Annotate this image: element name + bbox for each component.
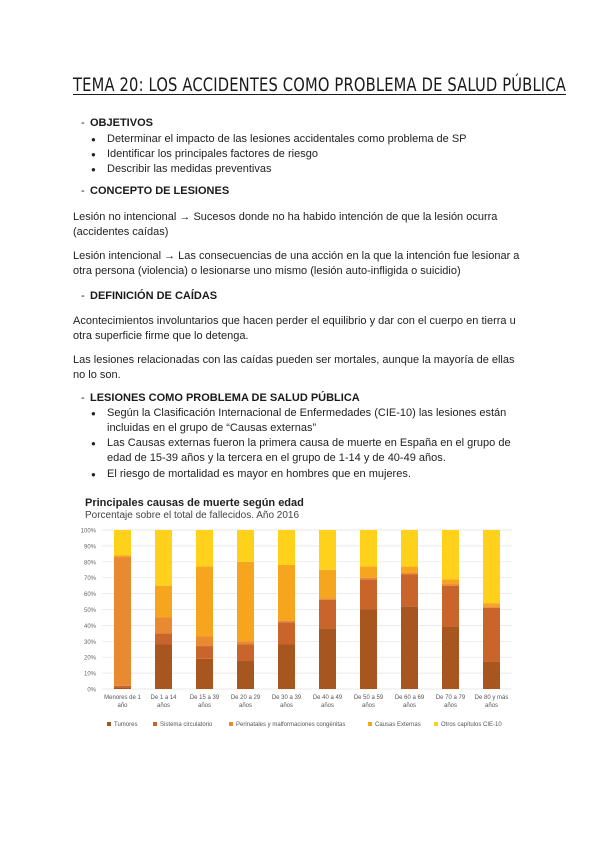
y-tick-label: 0% <box>87 687 96 694</box>
bar-segment <box>278 565 295 621</box>
bar-segment <box>442 579 459 584</box>
objetivo-item: ● Identificar los principales factores de riesgo <box>107 147 318 162</box>
bar-segment <box>319 600 336 629</box>
bar-segment <box>196 659 213 689</box>
x-tick-label: De 60 a 69 <box>394 695 425 701</box>
legend-swatch <box>368 722 372 726</box>
bar-segment <box>278 621 295 623</box>
text-line: ● Las Causas externas fueron la primera causa de muerte en España en el grupo de <box>107 437 511 449</box>
y-tick-label: 30% <box>83 639 96 646</box>
bar-segment <box>237 644 254 660</box>
bar-segment <box>401 567 418 573</box>
bar-segment <box>442 586 459 627</box>
x-tick-label: años <box>238 703 253 709</box>
y-tick-label: 60% <box>83 592 96 599</box>
bar-segment <box>360 578 377 580</box>
heading-objetivos: - OBJETIVOS <box>90 117 153 129</box>
bar-segment <box>442 584 459 586</box>
x-tick-label: De 30 a 39 <box>271 695 302 701</box>
bar-segment <box>237 530 254 562</box>
text-line: Lesión no intencional → Sucesos donde no ha habido intención de que la lesión ocurra <box>73 211 498 223</box>
bar-segment <box>360 530 377 567</box>
bar-segment <box>319 598 336 600</box>
x-tick-label: De 50 a 59 <box>353 695 384 701</box>
bar-segment <box>196 530 213 567</box>
bar-segment <box>360 567 377 578</box>
text-line: no lo son. <box>73 369 121 381</box>
heading-salud-publica: - LESIONES COMO PROBLEMA DE SALUD PÚBLICA <box>90 392 360 404</box>
legend-label: Tumores <box>114 722 138 728</box>
bar-segment <box>196 637 213 647</box>
bar-segment <box>237 660 254 689</box>
bar-segment <box>155 644 172 689</box>
stacked-bar-chart <box>0 520 600 740</box>
page-title: TEMA 20: LOS ACCIDENTES COMO PROBLEMA DE SALUD PÚBLICA <box>73 74 566 96</box>
legend-swatch <box>107 722 111 726</box>
bar-segment <box>401 575 418 607</box>
legend-swatch <box>153 722 157 726</box>
legend-swatch <box>434 722 438 726</box>
text-line: Las lesiones relacionadas con las caídas pueden ser mortales, aunque la mayoría de ellas <box>73 354 515 366</box>
text-line: incluidas en el grupo de “Causas externas” <box>107 422 317 434</box>
chart-subtitle: Porcentaje sobre el total de fallecidos. Año 2016 <box>85 510 300 521</box>
chart-title: Principales causas de muerte según edad <box>85 497 304 509</box>
heading-concepto-lesiones: - CONCEPTO DE LESIONES <box>90 185 229 197</box>
x-tick-label: años <box>443 703 458 709</box>
y-tick-label: 20% <box>83 655 96 662</box>
bar-segment <box>319 629 336 689</box>
bar-segment <box>360 610 377 690</box>
bar-segment <box>114 557 131 686</box>
bar-segment <box>155 633 172 644</box>
text-line: ● Según la Clasificación Internacional de Enfermedades (CIE-10) las lesiones están <box>107 407 507 419</box>
x-tick-label: De 40 a 49 <box>312 695 343 701</box>
bar-segment <box>401 606 418 689</box>
x-tick-label: De 15 a 39 <box>189 695 220 701</box>
bar-segment <box>483 662 500 689</box>
x-tick-label: años <box>279 703 294 709</box>
y-tick-label: 90% <box>83 544 96 551</box>
bar-segment <box>401 530 418 567</box>
salud-publica-item: ● El riesgo de mortalidad es mayor en hombres que en mujeres. <box>107 467 411 482</box>
x-tick-label: De 20 a 29 <box>230 695 261 701</box>
x-tick-label: años <box>320 703 335 709</box>
x-tick-label: años <box>402 703 417 709</box>
bar-segment <box>155 530 172 586</box>
bar-segment <box>483 608 500 662</box>
legend-label: Sistema circulatorio <box>160 722 213 728</box>
paragraph-lesion-intencional <box>73 249 533 279</box>
bar-segment <box>196 646 213 659</box>
bar-segment <box>237 641 254 644</box>
objetivo-item: ● Describir las medidas preventivas <box>107 162 271 177</box>
x-tick-label: Menores de 1 <box>104 695 141 701</box>
y-tick-label: 10% <box>83 671 96 678</box>
salud-publica-item <box>107 436 511 466</box>
salud-publica-item <box>107 406 506 436</box>
y-tick-label: 50% <box>83 608 96 614</box>
heading-definicion-caidas: - DEFINICIÓN DE CAÍDAS <box>90 290 217 302</box>
text-line: otra superficie firme que lo detenga. <box>73 330 249 342</box>
x-tick-label: De 70 a 79 <box>435 695 466 701</box>
text-line: Acontecimientos involuntarios que hacen perder el equilibrio y dar con el cuerpo en tierra u <box>73 315 516 327</box>
y-tick-label: 40% <box>83 623 96 630</box>
y-tick-label: 80% <box>83 560 96 567</box>
x-tick-label: años <box>361 703 376 709</box>
bar-segment <box>442 627 459 689</box>
bar-segment <box>155 586 172 618</box>
bar-segment <box>483 606 500 608</box>
bar-segment <box>442 530 459 579</box>
bar-segment <box>155 617 172 633</box>
text-line: Lesión intencional → Las consecuencias de una acción en la que la intención fue lesionar a <box>73 250 520 262</box>
paragraph-caidas-mortalidad <box>73 353 533 383</box>
legend-label: Otros capítulos CIE-10 <box>441 722 502 728</box>
bar-segment <box>114 555 131 557</box>
legend-label: Perinatales y malformaciones congénitas <box>236 722 346 728</box>
x-tick-label: años <box>484 703 499 709</box>
y-tick-label: 100% <box>80 528 96 535</box>
bar-segment <box>114 687 131 689</box>
x-tick-label: año <box>117 703 128 709</box>
paragraph-caidas-definicion <box>73 314 533 344</box>
bar-segment <box>278 622 295 644</box>
bar-segment <box>319 570 336 599</box>
bar-segment <box>319 530 336 570</box>
objetivo-item: ● Determinar el impacto de las lesiones accidentales como problema de SP <box>107 132 467 147</box>
y-tick-label: 70% <box>83 576 96 583</box>
legend-label: Causas Externas <box>375 722 421 728</box>
text-line: (accidentes caídas) <box>73 226 169 238</box>
bar-segment <box>483 603 500 606</box>
x-tick-label: años <box>156 703 171 709</box>
bar-segment <box>360 579 377 609</box>
text-line: edad de 15-39 años y la tercera en el grupo de 1-14 y de 40-49 años. <box>107 452 446 464</box>
legend-swatch <box>229 722 233 726</box>
x-tick-label: De 1 a 14 <box>150 695 177 701</box>
paragraph-lesion-no-intencional <box>73 210 533 240</box>
bar-segment <box>114 686 131 688</box>
bar-segment <box>483 530 500 603</box>
bar-segment <box>278 530 295 565</box>
x-tick-label: De 80 y más <box>474 695 509 701</box>
bar-segment <box>401 573 418 575</box>
bar-segment <box>237 562 254 642</box>
bar-segment <box>114 530 131 555</box>
bar-segment <box>278 644 295 689</box>
text-line: otra persona (violencia) o lesionarse uno mismo (lesión auto-infligida o suicidio) <box>73 265 461 277</box>
x-tick-label: años <box>197 703 212 709</box>
bar-segment <box>196 567 213 637</box>
